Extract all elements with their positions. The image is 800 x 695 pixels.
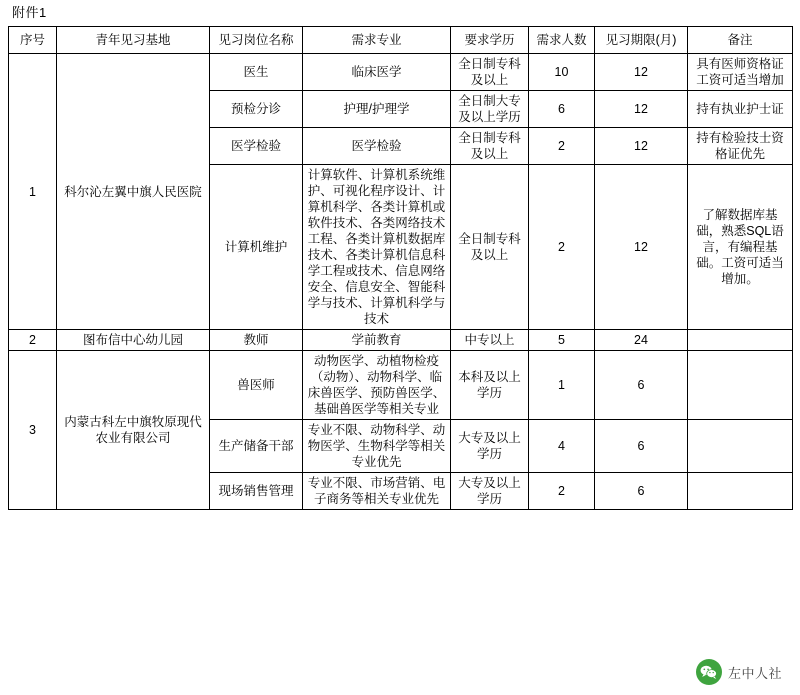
cell-duration: 12 bbox=[595, 128, 688, 165]
cell-remark: 持有执业护士证 bbox=[688, 91, 793, 128]
cell-position: 预检分诊 bbox=[210, 91, 303, 128]
cell-position: 现场销售管理 bbox=[210, 473, 303, 510]
column-header-position: 见习岗位名称 bbox=[210, 27, 303, 54]
cell-major: 临床医学 bbox=[303, 54, 451, 91]
cell-remark bbox=[688, 351, 793, 420]
cell-headcount: 1 bbox=[529, 351, 595, 420]
cell-education: 大专及以上学历 bbox=[451, 420, 529, 473]
table-header-row bbox=[9, 27, 793, 54]
cell-remark: 了解数据库基础，熟悉SQL语言，有编程基础。工资可适当增加。 bbox=[688, 165, 793, 330]
cell-index: 1 bbox=[9, 54, 57, 330]
cell-duration: 6 bbox=[595, 420, 688, 473]
column-header-major: 需求专业 bbox=[303, 27, 451, 54]
cell-duration: 6 bbox=[595, 351, 688, 420]
cell-education: 全日制专科及以上 bbox=[451, 165, 529, 330]
cell-major: 医学检验 bbox=[303, 128, 451, 165]
cell-base: 科尔沁左翼中旗人民医院 bbox=[57, 54, 210, 330]
cell-major: 护理/护理学 bbox=[303, 91, 451, 128]
cell-major: 专业不限、市场营销、电子商务等相关专业优先 bbox=[303, 473, 451, 510]
table-row bbox=[9, 330, 793, 351]
watermark bbox=[696, 659, 782, 685]
cell-duration: 12 bbox=[595, 54, 688, 91]
cell-position: 兽医师 bbox=[210, 351, 303, 420]
cell-education: 全日制专科及以上 bbox=[451, 128, 529, 165]
cell-index: 2 bbox=[9, 330, 57, 351]
cell-education: 全日制专科及以上 bbox=[451, 54, 529, 91]
cell-education: 本科及以上学历 bbox=[451, 351, 529, 420]
cell-headcount: 2 bbox=[529, 128, 595, 165]
column-header-education: 要求学历 bbox=[451, 27, 529, 54]
cell-position: 生产储备干部 bbox=[210, 420, 303, 473]
cell-education: 中专以上 bbox=[451, 330, 529, 351]
cell-headcount: 2 bbox=[529, 165, 595, 330]
cell-duration: 12 bbox=[595, 165, 688, 330]
cell-remark: 持有检验技士资格证优先 bbox=[688, 128, 793, 165]
cell-headcount: 10 bbox=[529, 54, 595, 91]
column-header-index: 序号 bbox=[9, 27, 57, 54]
attachment-label: 附件1 bbox=[12, 5, 47, 20]
cell-position: 教师 bbox=[210, 330, 303, 351]
cell-headcount: 5 bbox=[529, 330, 595, 351]
wechat-icon bbox=[696, 659, 722, 685]
cell-duration: 12 bbox=[595, 91, 688, 128]
cell-position: 医生 bbox=[210, 54, 303, 91]
cell-position: 医学检验 bbox=[210, 128, 303, 165]
watermark-text: 左中人社 bbox=[727, 665, 782, 681]
cell-duration: 24 bbox=[595, 330, 688, 351]
column-header-duration: 见习期限(月) bbox=[595, 27, 688, 54]
cell-education: 全日制大专及以上学历 bbox=[451, 91, 529, 128]
cell-remark bbox=[688, 473, 793, 510]
cell-position: 计算机维护 bbox=[210, 165, 303, 330]
column-header-remark: 备注 bbox=[688, 27, 793, 54]
cell-remark bbox=[688, 420, 793, 473]
cell-base: 内蒙古科左中旗牧原现代农业有限公司 bbox=[57, 351, 210, 510]
cell-headcount: 4 bbox=[529, 420, 595, 473]
table-row bbox=[9, 351, 793, 420]
table-row bbox=[9, 54, 793, 91]
cell-duration: 6 bbox=[595, 473, 688, 510]
cell-remark bbox=[688, 330, 793, 351]
cell-major: 动物医学、动植物检疫（动物）、动物科学、临床兽医学、预防兽医学、基础兽医学等相关专业 bbox=[303, 351, 451, 420]
column-header-base: 青年见习基地 bbox=[57, 27, 210, 54]
cell-base: 图布信中心幼儿园 bbox=[57, 330, 210, 351]
cell-headcount: 6 bbox=[529, 91, 595, 128]
cell-education: 大专及以上学历 bbox=[451, 473, 529, 510]
cell-major: 计算软件、计算机系统维护、可视化程序设计、计算机科学、各类计算机或软件技术、各类网络技术工程、各类计算机数据库技术、各类计算机信息科学工程或技术、信息网络安全、信息安全、智能科学与技术、计算机科学与技术 bbox=[303, 165, 451, 330]
cell-remark: 具有医师资格证工资可适当增加 bbox=[688, 54, 793, 91]
cell-index: 3 bbox=[9, 351, 57, 510]
cell-major: 专业不限、动物科学、动物医学、生物科学等相关专业优先 bbox=[303, 420, 451, 473]
cell-major: 学前教育 bbox=[303, 330, 451, 351]
internship-positions-table bbox=[8, 26, 793, 510]
column-header-headcount: 需求人数 bbox=[529, 27, 595, 54]
cell-headcount: 2 bbox=[529, 473, 595, 510]
